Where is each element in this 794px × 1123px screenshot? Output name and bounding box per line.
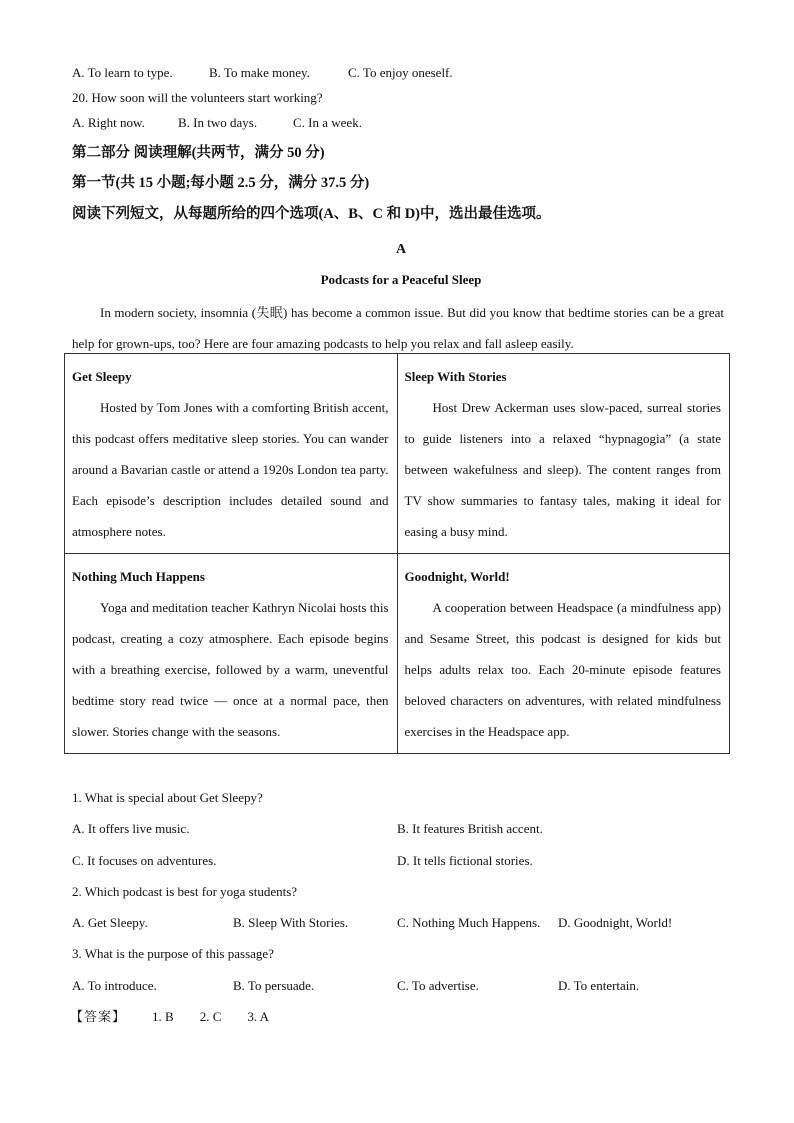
subsection-title: 第一节(共 15 小题;每小题 2.5 分，满分 37.5 分): [72, 175, 370, 191]
q20-options: [72, 110, 730, 135]
option: C. Nothing Much Happens.: [397, 915, 541, 931]
option: A. Right now.: [72, 115, 145, 130]
option: C. It focuses on adventures.: [72, 852, 217, 868]
question-stem: 2. Which podcast is best for yoga students?: [72, 883, 298, 899]
option: C. In a week.: [293, 115, 362, 130]
question-options: [72, 845, 730, 876]
option: B. In two days.: [178, 115, 258, 130]
exam-page: [70, 60, 730, 1025]
instruction: 阅读下列短文，从每题所给的四个选项(A、B、C 和 D)中，选出最佳选项。: [72, 206, 551, 222]
podcast-description: Yoga and meditation teacher Kathryn Nicolai hosts this podcast, creating a cozy atmosphere. Each episode begins with a breathing exercise, followed by a warm, uneventful bedtime story read twice — once at a normal pace, then slower. Stories change with the seasons.: [72, 600, 389, 739]
podcast-description: A cooperation between Headspace (a mindfulness app) and Sesame Street, this podcast is designed for kids but helps adults relax too. Each 20-minute episode features beloved characters on adventures, with related mindfulness exercises in the Headspace app.: [404, 600, 721, 739]
answer-tag: 【答案】: [70, 1009, 127, 1025]
answer-item: 1. B: [152, 1009, 174, 1025]
podcast-cell: [65, 554, 398, 754]
option: C. To advertise.: [397, 977, 479, 993]
option: A. To introduce.: [72, 977, 157, 993]
answer-item: 2. C: [199, 1009, 222, 1025]
option: B. To persuade.: [233, 977, 315, 993]
passage-intro: In modern society, insomnia (失眠) has become a common issue. But did you know that bedtime stories can be a great help for grown-ups, too? Here are four amazing podcasts to help you relax and fall asleep easily.: [72, 305, 724, 351]
option: A. Get Sleepy.: [72, 915, 148, 931]
table-row: [65, 354, 730, 554]
podcast-description: Host Drew Ackerman uses slow-paced, surreal stories to guide listeners into a relaxed “hypnagogia” (a state between wakefulness and sleep). The content ranges from TV show summaries to fantasy tales, making it ideal for easing a busy mind.: [404, 400, 721, 539]
question-list: [72, 782, 730, 1032]
question-options: [72, 970, 730, 1001]
table-row: [65, 554, 730, 754]
question-options: [72, 813, 730, 844]
question-stem: 3. What is the purpose of this passage?: [72, 946, 274, 962]
q19-options: [72, 60, 730, 85]
option: B. It features British accent.: [397, 821, 543, 837]
podcast-cell: [397, 354, 730, 554]
option: D. To entertain.: [558, 977, 640, 993]
podcast-cell: [65, 354, 398, 554]
option: B. To make money.: [209, 65, 310, 80]
passage-title: Podcasts for a Peaceful Sleep: [320, 272, 482, 287]
question-options: [72, 907, 730, 938]
answer-line: [70, 1001, 730, 1032]
question-20: 20. How soon will the volunteers start working?: [72, 90, 323, 105]
podcast-name: Nothing Much Happens: [72, 569, 205, 584]
podcast-name: Get Sleepy: [72, 369, 132, 384]
part-title: 第二部分 阅读理解(共两节，满分 50 分): [72, 145, 325, 161]
option: A. It offers live music.: [72, 821, 190, 837]
answer-item: 3. A: [247, 1009, 270, 1025]
podcast-name: Goodnight, World!: [404, 569, 510, 584]
passage-letter: A: [395, 242, 407, 257]
podcast-description: Hosted by Tom Jones with a comforting British accent, this podcast offers meditative sleep stories. You can wander around a Bavarian castle or attend a 1920s London tea party. Each episode’s description includes detailed sound and atmosphere notes.: [72, 400, 389, 539]
podcast-name: Sleep With Stories: [404, 369, 507, 384]
podcast-cell: [397, 554, 730, 754]
option: D. Goodnight, World!: [558, 915, 673, 931]
option: A. To learn to type.: [72, 65, 173, 80]
option: B. Sleep With Stories.: [233, 915, 349, 931]
option: C. To enjoy oneself.: [348, 65, 453, 80]
question-stem: 1. What is special about Get Sleepy?: [72, 790, 263, 805]
podcast-table: [64, 353, 730, 754]
option: D. It tells fictional stories.: [397, 852, 533, 868]
